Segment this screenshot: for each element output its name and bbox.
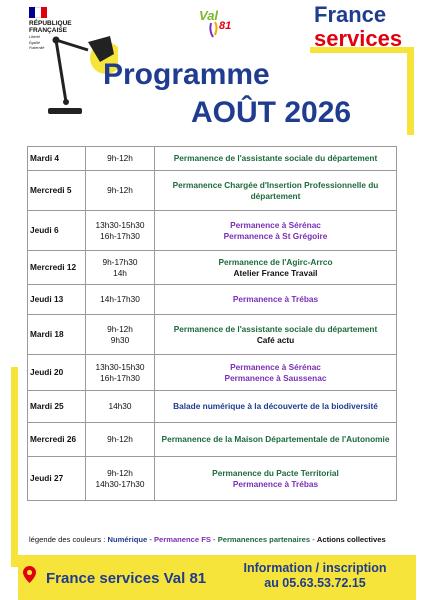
schedule-hour: 16h-17h30: [100, 230, 140, 241]
page-title-programme: Programme: [103, 58, 270, 91]
table-row: [28, 355, 397, 391]
table-row: [28, 251, 397, 285]
info-line-1: Information / inscription: [243, 561, 387, 575]
legend-separator: -: [147, 535, 154, 544]
schedule-hour: 9h-12h: [107, 323, 133, 334]
table-row: [28, 457, 397, 501]
schedule-day: Mardi 18: [28, 315, 86, 355]
schedule-hour: 14h: [113, 267, 127, 278]
schedule-day: Jeudi 6: [28, 211, 86, 251]
legend-item-collectives: Actions collectives: [316, 535, 386, 544]
schedule-activity: Balade numérique à la découverte de la biodiversité: [173, 401, 378, 411]
schedule-day: Mercredi 26: [28, 423, 86, 457]
schedule-hour: 14h30-17h30: [95, 478, 145, 489]
schedule-activities: [155, 251, 397, 285]
schedule-hour: 9h-12h: [107, 185, 133, 195]
schedule-hours: [86, 355, 155, 391]
schedule-activity: Permanence de l'Agirc-Arrco: [218, 256, 333, 267]
schedule-day: Mardi 25: [28, 391, 86, 423]
schedule-hour: 9h-12h: [107, 467, 133, 478]
schedule-hour: 13h30-15h30: [95, 361, 145, 372]
val-logo-accent: 81: [219, 20, 232, 32]
republique-line1: RÉPUBLIQUE: [29, 20, 72, 27]
france-services-line2: services: [314, 26, 403, 51]
schedule-activity: Permanence du Pacte Territorial: [212, 467, 339, 478]
val-81-logo: [197, 5, 237, 39]
page-title-month: AOÛT 2026: [191, 96, 352, 129]
france-services-line1: France: [314, 2, 387, 27]
schedule-activities: [155, 171, 397, 211]
schedule-hour: 9h-17h30: [102, 256, 138, 267]
table-row: [28, 285, 397, 315]
color-legend: [29, 535, 386, 544]
schedule-hour: 16h-17h30: [100, 372, 140, 383]
schedule-day: Mardi 4: [28, 147, 86, 171]
schedule-activity: Permanence de la Maison Départementale de l'Autonomie: [161, 434, 390, 444]
schedule-hours: [86, 315, 155, 355]
schedule-activity: Café actu: [256, 334, 295, 345]
republique-motto-3: Fraternité: [29, 46, 45, 50]
schedule-activities: [155, 391, 397, 423]
schedule-day: Mercredi 5: [28, 171, 86, 211]
table-row: [28, 423, 397, 457]
schedule-activity: Permanence à Trébas: [232, 478, 319, 489]
schedule-hours: [86, 211, 155, 251]
schedule-activities: [155, 147, 397, 171]
table-row: [28, 211, 397, 251]
schedule-activities: [155, 457, 397, 501]
schedule-activities: [155, 285, 397, 315]
republique-line2: FRANÇAISE: [29, 27, 67, 34]
schedule-hour: 9h-12h: [107, 434, 133, 444]
schedule-day: Jeudi 13: [28, 285, 86, 315]
french-flag-icon: [29, 7, 47, 18]
legend-item-partenaires: Permanences partenaires: [217, 535, 311, 544]
table-row: [28, 171, 397, 211]
schedule-hour: 9h-12h: [107, 153, 133, 163]
schedule-hour: 14h-17h30: [100, 294, 140, 304]
schedule-hours: [86, 391, 155, 423]
republique-motto-1: Liberté: [29, 35, 40, 39]
schedule-hour: 9h30: [110, 334, 130, 345]
info-line-2: au 05.63.53.72.15: [264, 576, 366, 590]
schedule-activity: Permanence à Sérénac: [230, 361, 321, 372]
schedule-activity: Permanence à St Grégoire: [223, 230, 328, 241]
table-row: [28, 315, 397, 355]
yellow-bar-right: [407, 53, 414, 135]
table-row: [28, 391, 397, 423]
schedule-day: Mercredi 12: [28, 251, 86, 285]
schedule-activity: Permanence à Sérénac: [230, 219, 321, 230]
legend-separator: -: [310, 535, 317, 544]
schedule-activities: [155, 315, 397, 355]
schedule-activities: [155, 211, 397, 251]
schedule-activity: Permanence à Saussenac: [224, 372, 327, 383]
france-services-val81-name: France services Val 81: [46, 570, 207, 587]
schedule-hour: 14h30: [108, 401, 132, 411]
schedule-hours: [86, 457, 155, 501]
schedule-hours: [86, 171, 155, 211]
schedule-hour: 13h30-15h30: [95, 219, 145, 230]
schedule-day: Jeudi 20: [28, 355, 86, 391]
france-services-logo: [314, 3, 402, 51]
legend-item-numerique: Numérique: [107, 535, 148, 544]
legend-intro: légende des couleurs :: [29, 535, 108, 544]
schedule-activities: [155, 355, 397, 391]
republique-motto-2: Égalité: [29, 40, 40, 45]
schedule-hours: [86, 251, 155, 285]
schedule-day: Jeudi 27: [28, 457, 86, 501]
val-logo-text: Val: [199, 8, 219, 23]
legend-separator: -: [210, 535, 218, 544]
schedule-table: [27, 146, 397, 501]
yellow-bar-left: [11, 367, 18, 567]
schedule-hours: [86, 423, 155, 457]
schedule-activity: Atelier France Travail: [233, 267, 318, 278]
schedule-activity: Permanence Chargée d'Insertion Professionnelle du département: [172, 179, 379, 201]
schedule-activities: [155, 423, 397, 457]
schedule-hours: [86, 147, 155, 171]
schedule-activity: Permanence de l'assistante sociale du département: [173, 153, 378, 163]
legend-item-fs: Permanence FS: [153, 535, 211, 544]
schedule-activity: Permanence à Trébas: [232, 294, 319, 304]
location-pin-icon: [23, 566, 36, 583]
schedule-activity: Permanence de l'assistante sociale du département: [173, 323, 378, 334]
table-row: [28, 147, 397, 171]
contact-info: [240, 561, 390, 591]
schedule-hours: [86, 285, 155, 315]
